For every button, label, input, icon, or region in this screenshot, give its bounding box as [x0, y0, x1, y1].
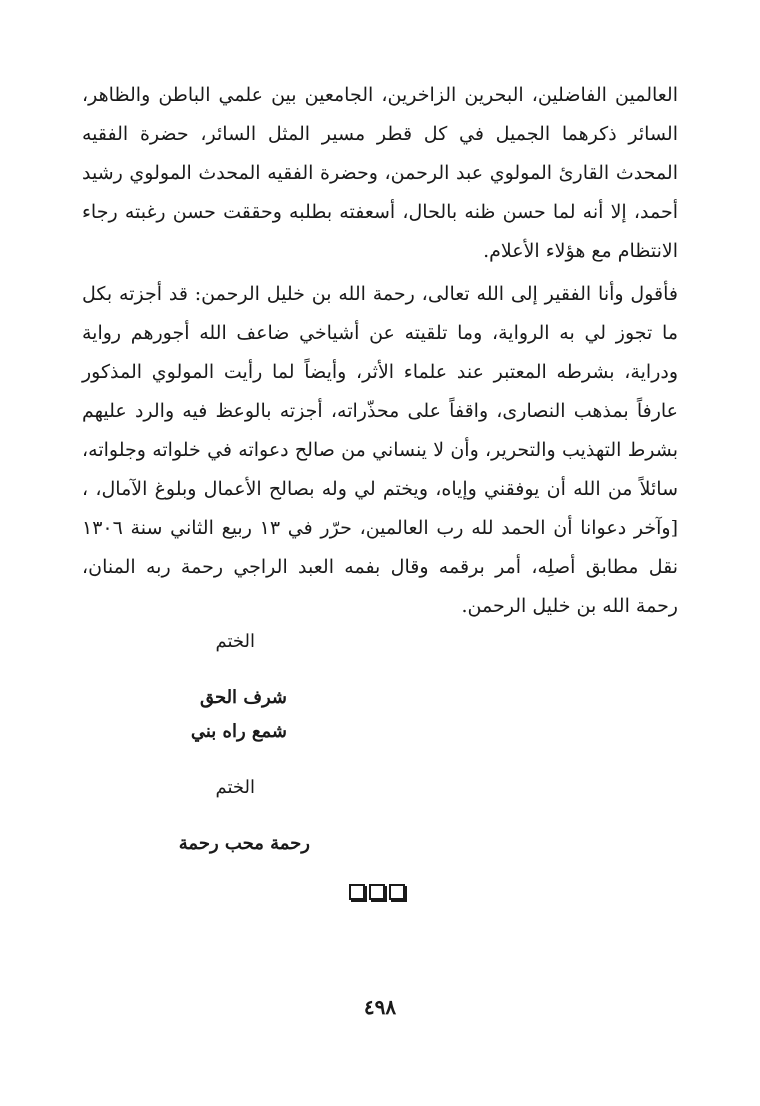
paragraph-1-text: العالمين الفاضلين، البحرين الزاخرين، الجامعين بين علمي الباطن والظاهر، السائر ذكرهما الجميل في كل قطر مسير المثل السائر، حضرة الفقيه المحدث القارئ المولوي عبد الرحمن، وحضرة الفقيه المحدث المولوي رشيد أحمد، إلا أنه لما حسن ظنه بالحال، أسعفته بطلبه وحققت حسن رغبته رجاء الانتظام مع هؤلاء الأعلام. [82, 84, 678, 262]
section-end-ornament [349, 884, 405, 900]
page-number: ٤٩٨ [363, 995, 397, 1019]
square-ornament-icon [389, 884, 405, 900]
seal-label-2: الختم [215, 777, 255, 798]
paragraph-1 [82, 76, 678, 271]
square-ornament-icon [369, 884, 385, 900]
seal-2-line-1: رحمة محب رحمة [178, 833, 310, 854]
seal-1-line-1: شرف الحق [199, 687, 287, 708]
square-ornament-icon [349, 884, 365, 900]
paragraph-2-text: فأقول وأنا الفقير إلى الله تعالى، رحمة الله بن خليل الرحمن: قد أجزته بكل ما تجوز لي به الرواية، وما تلقيته عن أشياخي ضاعف الله أجورهم رواية ودراية، بشرطه المعتبر عند علماء الأثر، وأيضاً لما رأيت المولوي المذكور عارفاً بمذهب النصارى، واقفاً على محذّراته، أجزته بالوعظ فيه والرد عليهم بشرط التهذيب والتحرير، وأن لا ينساني من صالح دعواته في خلواته وجلواته، سائلاً من الله أن يوفقني وإياه، ويختم لي وله بصالح الأعمال وبلوغ الآمال، ، [وآخر دعوانا أن الحمد لله رب العالمين، حرّر في ١٣ ربيع الثاني سنة ١٣٠٦ نقل مطابق أصلِه، أمر برقمه وقال بفمه العبد الراجي رحمة ربه المنان، رحمة الله بن خليل الرحمن. [82, 283, 678, 617]
seal-1-line-2: شمع راه بني [190, 721, 287, 742]
seal-label-1: الختم [215, 631, 255, 652]
paragraph-2 [82, 275, 678, 626]
